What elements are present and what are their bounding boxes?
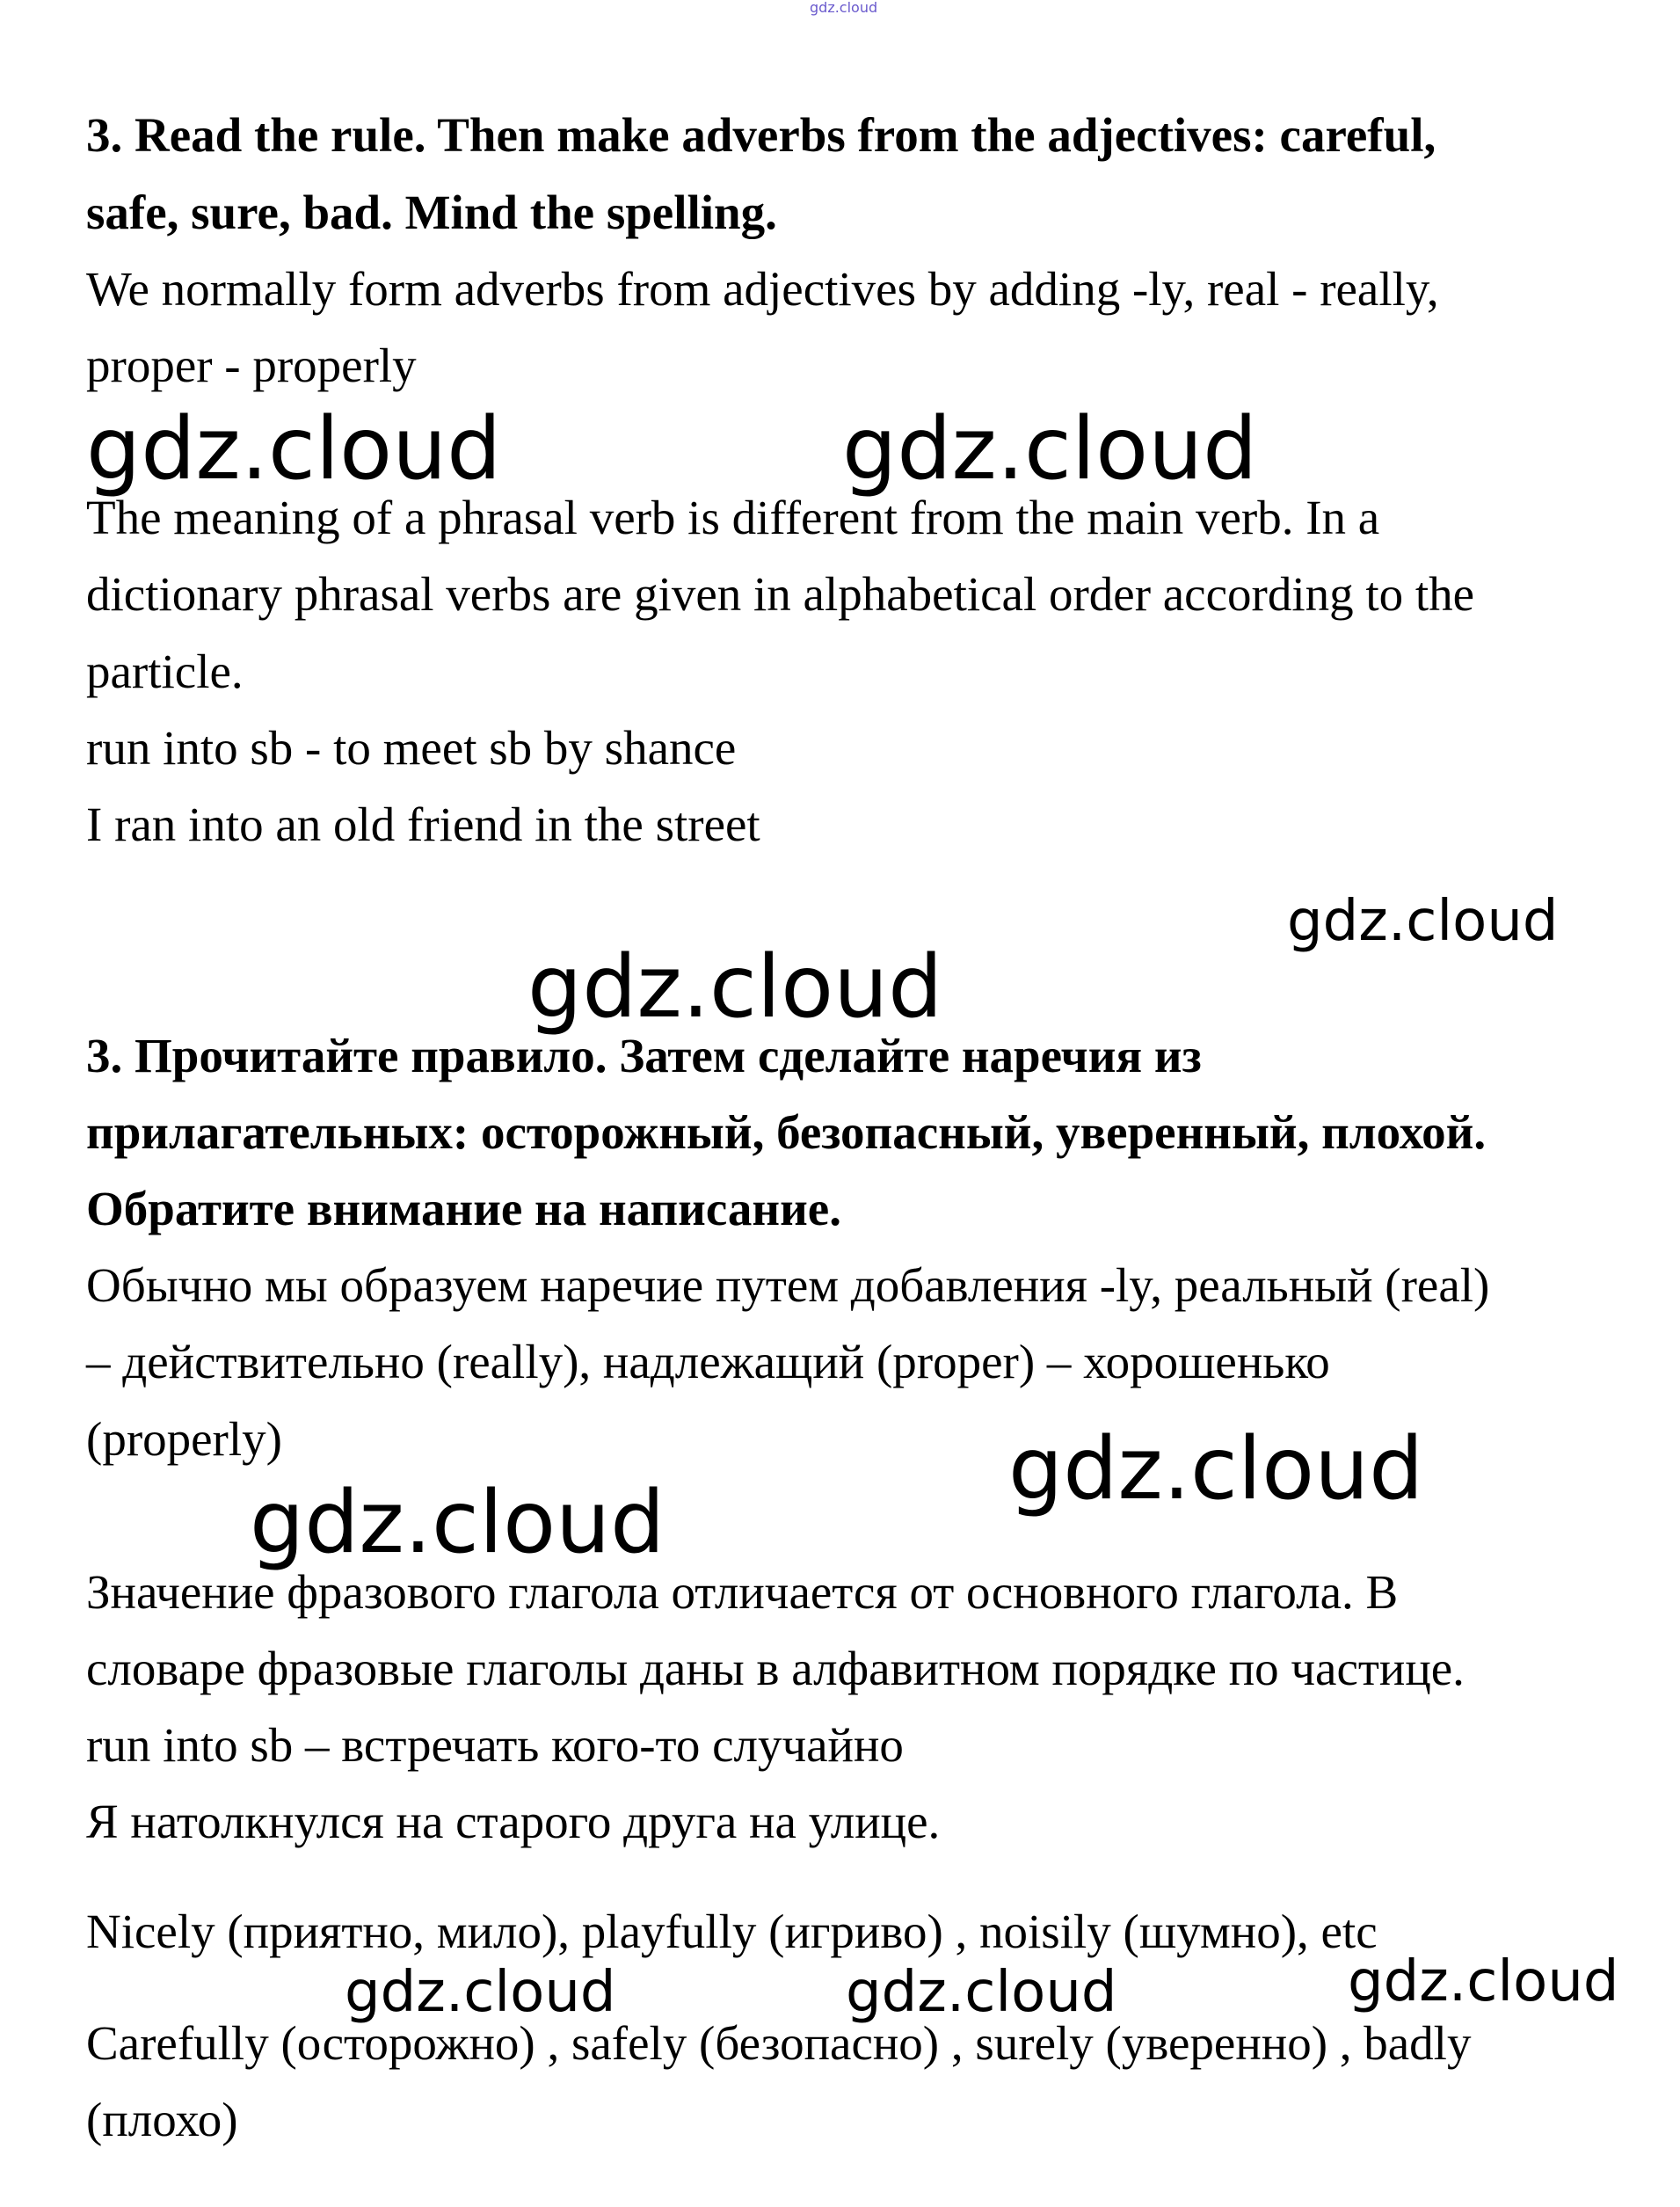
rule-ru-line3: (properly) xyxy=(86,1412,282,1466)
watermark-3: gdz.cloud xyxy=(1287,889,1559,954)
example-en-line1: run into sb - to meet sb by shance xyxy=(86,721,737,775)
rule-en-line1: We normally form adverbs from adjectives by adding -ly, real - really, xyxy=(86,262,1439,316)
phrasal-en-line1: The meaning of a phrasal verb is different from the main verb. In a xyxy=(86,491,1380,544)
watermark-8: gdz.cloud xyxy=(846,1960,1117,2025)
answer-line3: (плохо) xyxy=(86,2093,238,2146)
rule-ru-line2: – действительно (really), надлежащий (proper) – хорошенько xyxy=(86,1335,1330,1388)
watermark-1: gdz.cloud xyxy=(86,399,502,499)
answer-line1: Nicely (приятно, мило), playfully (игриво) , noisily (шумно), etc xyxy=(86,1905,1378,1958)
watermark-7: gdz.cloud xyxy=(345,1960,616,2025)
watermark-6: gdz.cloud xyxy=(250,1473,665,1573)
rule-en-line2: proper - properly xyxy=(86,339,417,392)
example-en-line2: I ran into an old friend in the street xyxy=(86,798,760,851)
task-title-en-line2: safe, sure, bad. Mind the spelling. xyxy=(86,186,777,239)
example-ru-line2: Я натолкнулся на старого друга на улице. xyxy=(86,1795,941,1848)
answer-line2: Carefully (осторожно) , safely (безопасно) , surely (уверенно) , badly xyxy=(86,2016,1472,2070)
task-title-ru-line1: 3. Прочитайте правило. Затем сделайте наречия из xyxy=(86,1029,1202,1082)
watermark-2: gdz.cloud xyxy=(842,399,1258,499)
rule-ru-line1: Обычно мы образуем наречие путем добавления -ly, реальный (real) xyxy=(86,1258,1490,1312)
example-ru-line1: run into sb – встречать кого-то случайно xyxy=(86,1718,904,1772)
task-title-ru-line2: прилагательных: осторожный, безопасный, уверенный, плохой. xyxy=(86,1105,1487,1159)
watermark-4: gdz.cloud xyxy=(527,937,943,1038)
phrasal-ru-line1: Значение фразового глагола отличается от основного глагола. В xyxy=(86,1565,1399,1619)
phrasal-en-line3: particle. xyxy=(86,645,244,698)
watermark-top: gdz.cloud xyxy=(810,0,878,16)
watermark-5: gdz.cloud xyxy=(1008,1419,1424,1519)
watermark-9: gdz.cloud xyxy=(1348,1949,1619,2014)
phrasal-ru-line2: словаре фразовые глаголы даны в алфавитном порядке по частице. xyxy=(86,1642,1465,1695)
task-title-ru-line3: Обратите внимание на написание. xyxy=(86,1182,841,1235)
task-title-en-line1: 3. Read the rule. Then make adverbs from the adjectives: careful, xyxy=(86,108,1436,162)
phrasal-en-line2: dictionary phrasal verbs are given in alphabetical order according to the xyxy=(86,567,1475,621)
